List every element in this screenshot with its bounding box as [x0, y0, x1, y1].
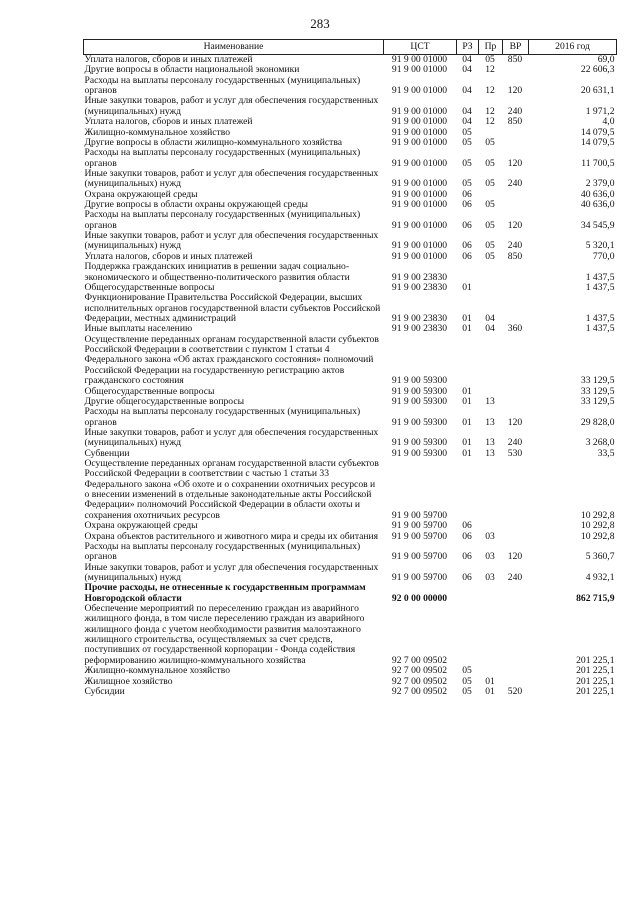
row-name: Функционирование Правительства Российской Федерации, высших исполнительных органов государственной власти субъектов Российской Федерации, местных администраций [84, 292, 381, 324]
row-cst-code: 91 9 00 01000 [391, 105, 448, 117]
row-amount: 201 225,1 [576, 675, 615, 687]
row-vr-code: 530 [507, 447, 523, 459]
row-cst-code: 91 9 00 01000 [391, 219, 448, 231]
row-name: Охрана окружающей среды [84, 520, 198, 532]
row-name: Иные выплаты населению [84, 323, 193, 335]
row-name: Осуществление переданных органам государственной власти субъектов Российской Федерации в соответствии с частью 1 статьи 33 Федерального закона «Об охоте и о сохранении охотничьих ресурсов и о внесении изменений в отдельные законодательные акты Российской Федерации» полномочий Российской Федерации в области охоты и сохранения охотничьих ресурсов [84, 458, 379, 521]
row-cst-code: 91 9 00 01000 [391, 188, 448, 200]
row-vr-code [503, 532, 529, 542]
row-vr-code: 520 [507, 685, 523, 697]
row-name: Уплата налогов, сборов и иных платежей [84, 54, 253, 65]
row-cst-code: 91 9 00 59700 [391, 551, 448, 563]
row-vr-code [503, 283, 529, 293]
row-cst-code: 91 9 00 01000 [391, 157, 448, 169]
row-rz-code [457, 604, 479, 666]
row-name: Жилищно-коммунальное хозяйство [84, 665, 231, 677]
row-cst-code: 91 9 00 59700 [391, 520, 448, 532]
row-name: Общегосударственные вопросы [84, 385, 215, 397]
row-rz-code: 04 [462, 105, 472, 117]
table-row [84, 687, 617, 697]
row-vr-code: 360 [507, 323, 523, 335]
row-name: Расходы на выплаты персоналу государственных (муниципальных) органов [84, 147, 361, 169]
row-rz-code: 01 [462, 395, 472, 407]
row-name: Другие общегосударственные вопросы [84, 395, 245, 407]
header-name: Наименование [84, 40, 384, 55]
row-pr-code: 05 [485, 157, 495, 169]
table-body [84, 55, 617, 698]
row-vr-code: 850 [507, 250, 523, 262]
row-amount: 40 636,0 [580, 199, 615, 211]
row-rz-code: 04 [462, 116, 472, 128]
row-vr-code: 240 [507, 240, 523, 252]
row-amount: 34 545,9 [580, 219, 615, 231]
row-rz-code: 01 [462, 437, 472, 449]
table-row [84, 117, 617, 127]
row-amount: 201 225,1 [576, 685, 615, 697]
row-name: Общегосударственные вопросы [84, 281, 215, 293]
table-row [84, 604, 617, 666]
table-row [84, 428, 617, 449]
row-rz-code: 05 [462, 665, 472, 677]
row-vr-code [503, 459, 529, 521]
table-row [84, 210, 617, 231]
row-rz-code: 06 [462, 571, 472, 583]
row-cst-code: 91 9 00 01000 [391, 126, 448, 138]
row-rz-code: 05 [462, 685, 472, 697]
row-name: Иные закупки товаров, работ и услуг для обеспечения государственных (муниципальных) нужд [84, 561, 379, 583]
row-cst-code: 91 9 00 01000 [391, 240, 448, 252]
row-rz-code: 04 [462, 54, 472, 65]
row-name: Субсидии [84, 685, 125, 697]
row-vr-code: 240 [507, 571, 523, 583]
row-vr-code: 120 [507, 219, 523, 231]
row-amount: 40 636,0 [580, 188, 615, 200]
row-pr-code: 05 [485, 178, 495, 190]
row-cst-code: 92 7 00 09502 [391, 685, 448, 697]
row-name: Иные закупки товаров, работ и услуг для обеспечения государственных (муниципальных) нужд [84, 230, 379, 252]
row-vr-code [503, 335, 529, 387]
row-pr-code: 03 [485, 551, 495, 563]
row-vr-code: 120 [507, 85, 523, 97]
table-row [84, 563, 617, 584]
row-amount: 5 360,7 [585, 551, 615, 563]
row-name: Расходы на выплаты персоналу государственных (муниципальных) органов [84, 406, 361, 428]
row-name: Осуществление переданных органам государственной власти субъектов Российской Федерации в соответствии с пунктом 1 статьи 4 Федерального закона «Об актах гражданского состояния» полномочий Российской Федерации на государственную регистрацию актов гражданского состояния [84, 333, 379, 387]
page-number: 283 [310, 16, 330, 31]
row-amount: 4,0 [602, 116, 615, 128]
row-rz-code: 01 [462, 447, 472, 459]
row-amount: 20 631,1 [580, 85, 615, 97]
table-row [84, 335, 617, 387]
row-vr-code: 850 [507, 116, 523, 128]
row-cst-code: 91 9 00 01000 [391, 136, 448, 148]
row-cst-code: 91 9 00 01000 [391, 199, 448, 211]
header-pr: Пр [479, 40, 503, 55]
table-row [84, 76, 617, 97]
row-pr-code [479, 604, 503, 666]
row-amount: 201 225,1 [576, 654, 615, 666]
row-cst-code: 91 9 00 59300 [391, 447, 448, 459]
row-amount: 14 079,5 [580, 126, 615, 138]
row-pr-code: 05 [485, 54, 495, 65]
row-amount: 4 932,1 [585, 571, 615, 583]
row-name: Уплата налогов, сборов и иных платежей [84, 116, 253, 128]
row-pr-code: 12 [485, 64, 495, 76]
row-cst-code: 91 9 00 59300 [391, 437, 448, 449]
budget-table [83, 39, 617, 697]
row-pr-code [479, 666, 503, 676]
table-row [84, 148, 617, 169]
row-vr-code [503, 138, 529, 148]
table-row [84, 666, 617, 676]
row-rz-code: 06 [462, 530, 472, 542]
row-cst-code: 91 9 00 59300 [391, 375, 448, 387]
row-rz-code: 05 [462, 136, 472, 148]
row-vr-code [503, 190, 529, 200]
row-rz-code: 01 [462, 416, 472, 428]
row-pr-code: 05 [485, 240, 495, 252]
row-vr-code: 850 [507, 54, 523, 65]
row-name: Другие вопросы в области охраны окружающей среды [84, 199, 308, 211]
row-amount: 11 700,5 [581, 157, 615, 169]
row-cst-code: 91 9 00 59700 [391, 509, 448, 521]
row-rz-code [457, 583, 479, 604]
row-rz-code [457, 459, 479, 521]
row-vr-code: 120 [507, 416, 523, 428]
table-row [84, 96, 617, 117]
table-row [84, 583, 617, 604]
row-pr-code: 13 [485, 447, 495, 459]
row-rz-code: 05 [462, 157, 472, 169]
row-cst-code: 91 9 00 01000 [391, 116, 448, 128]
row-pr-code [479, 335, 503, 387]
row-name: Расходы на выплаты персоналу государственных (муниципальных) органов [84, 209, 361, 231]
row-pr-code [479, 459, 503, 521]
row-amount: 10 292,8 [580, 520, 615, 532]
row-rz-code: 06 [462, 240, 472, 252]
row-pr-code: 03 [485, 571, 495, 583]
row-vr-code [503, 262, 529, 283]
row-rz-code: 04 [462, 85, 472, 97]
row-pr-code [479, 283, 503, 293]
table-row [84, 459, 617, 521]
row-cst-code: 91 9 00 59300 [391, 385, 448, 397]
row-cst-code: 91 9 00 01000 [391, 54, 448, 65]
row-amount: 10 292,8 [580, 530, 615, 542]
row-pr-code: 03 [485, 530, 495, 542]
table-row [84, 407, 617, 428]
table-header [84, 40, 617, 55]
row-amount: 33 129,5 [580, 395, 615, 407]
row-vr-code: 240 [507, 178, 523, 190]
table-row [84, 262, 617, 283]
row-pr-code [479, 583, 503, 604]
row-amount: 33 129,5 [580, 385, 615, 397]
row-name: Прочие расходы, не отнесенные к государственным программам Новгородской области [84, 582, 366, 604]
row-name: Обеспечение мероприятий по переселению граждан из аварийного жилищного фонда, в том числе переселению граждан из аварийного жилищного фонда с учетом необходимости развития малоэтажного жилищного строительства, осуществляемых за счет средств, поступивших от государственной корпорации - Фонда содействия реформированию жилищно-коммунального хозяйства [84, 603, 365, 666]
row-cst-code: 91 9 00 23830 [391, 281, 448, 293]
row-name: Иные закупки товаров, работ и услуг для обеспечения государственных (муниципальных) нужд [84, 426, 379, 449]
row-cst-code: 91 9 00 01000 [391, 85, 448, 97]
header-vr: ВР [503, 40, 529, 55]
row-vr-code [503, 387, 529, 397]
row-cst-code: 91 9 00 23830 [391, 312, 448, 324]
header-amount: 2016 год [529, 40, 617, 55]
table-row [84, 293, 617, 324]
row-pr-code [479, 521, 503, 531]
row-cst-code: 92 7 00 09502 [391, 675, 448, 687]
row-amount: 1 437,5 [585, 271, 615, 283]
row-amount: 201 225,1 [576, 665, 615, 677]
table-row [84, 169, 617, 190]
row-rz-code: 01 [462, 312, 472, 324]
row-name: Другие вопросы в области жилищно-коммунального хозяйства [84, 136, 343, 148]
row-cst-code: 91 9 00 59700 [391, 571, 448, 583]
row-name: Жилищно-коммунальное хозяйство [84, 126, 231, 138]
row-cst-code: 92 7 00 09502 [391, 654, 448, 666]
row-pr-code: 04 [485, 312, 495, 324]
row-pr-code: 12 [485, 105, 495, 117]
row-cst-code: 91 9 00 59700 [391, 530, 448, 542]
row-vr-code [503, 397, 529, 407]
row-cst-code: 91 9 00 01000 [391, 64, 448, 76]
row-rz-code: 04 [462, 64, 472, 76]
row-amount: 770,0 [592, 250, 615, 262]
row-rz-code [457, 335, 479, 387]
row-amount: 29 828,0 [580, 416, 615, 428]
header-rz: РЗ [457, 40, 479, 55]
row-amount: 1 971,2 [585, 105, 615, 117]
row-pr-code: 01 [485, 685, 495, 697]
row-amount: 1 437,5 [585, 323, 615, 335]
row-name: Поддержка гражданских инициатив в решении задач социально-экономического и общественно-политического развития области [84, 261, 350, 283]
row-rz-code [457, 262, 479, 283]
row-amount: 33,5 [597, 447, 615, 459]
row-pr-code: 12 [485, 116, 495, 128]
row-rz-code: 05 [462, 126, 472, 138]
row-rz-code: 06 [462, 219, 472, 231]
row-pr-code: 05 [485, 250, 495, 262]
row-vr-code [503, 666, 529, 676]
row-vr-code: 240 [507, 105, 523, 117]
row-rz-code: 06 [462, 199, 472, 211]
row-amount: 1 437,5 [585, 312, 615, 324]
table-row [84, 231, 617, 252]
row-cst-code: 91 9 00 23830 [391, 323, 448, 335]
row-vr-code [503, 521, 529, 531]
row-pr-code: 04 [485, 323, 495, 335]
row-cst-code: 91 9 00 59300 [391, 416, 448, 428]
row-cst-code: 92 7 00 09502 [391, 665, 448, 677]
table-row [84, 542, 617, 563]
row-cst-code: 91 9 00 59300 [391, 395, 448, 407]
row-pr-code: 12 [485, 85, 495, 97]
row-pr-code: 13 [485, 416, 495, 428]
row-cst-code: 91 9 00 01000 [391, 178, 448, 190]
row-cst-code: 92 0 00 00000 [391, 592, 448, 604]
row-name: Субвенции [84, 447, 130, 459]
row-amount: 2 379,0 [585, 178, 615, 190]
row-vr-code [503, 604, 529, 666]
row-amount: 22 606,3 [580, 64, 615, 76]
row-pr-code: 05 [485, 199, 495, 211]
row-name: Другие вопросы в области национальной экономики [84, 64, 300, 76]
table-row [84, 677, 617, 687]
row-cst-code: 91 9 00 23830 [391, 271, 448, 283]
row-name: Жилищное хозяйство [84, 675, 173, 687]
row-name: Уплата налогов, сборов и иных платежей [84, 250, 253, 262]
row-vr-code [503, 200, 529, 210]
row-amount: 5 320,1 [585, 240, 615, 252]
row-rz-code: 06 [462, 188, 472, 200]
row-pr-code: 05 [485, 136, 495, 148]
row-vr-code: 120 [507, 157, 523, 169]
row-name: Расходы на выплаты персоналу государственных (муниципальных) органов [84, 74, 361, 97]
row-amount: 862 715,9 [576, 592, 615, 604]
row-vr-code: 240 [507, 437, 523, 449]
row-cst-code: 91 9 00 01000 [391, 250, 448, 262]
row-pr-code: 05 [485, 219, 495, 231]
row-amount: 1 437,5 [585, 281, 615, 293]
row-rz-code: 01 [462, 385, 472, 397]
row-amount: 3 268,0 [585, 437, 615, 449]
row-pr-code: 01 [485, 675, 495, 687]
row-amount: 10 292,8 [580, 509, 615, 521]
row-vr-code [503, 583, 529, 604]
row-amount: 69,0 [597, 54, 615, 65]
row-vr-code: 120 [507, 551, 523, 563]
row-name: Охрана объектов растительного и животного мира и среды их обитания [84, 530, 379, 542]
row-amount: 33 129,5 [580, 375, 615, 387]
row-rz-code: 06 [462, 520, 472, 532]
row-name: Расходы на выплаты персоналу государственных (муниципальных) органов [84, 540, 361, 563]
row-vr-code [503, 128, 529, 138]
row-rz-code: 05 [462, 178, 472, 190]
row-rz-code: 06 [462, 250, 472, 262]
row-pr-code [479, 262, 503, 283]
row-rz-code: 06 [462, 551, 472, 563]
row-name: Охрана окружающей среды [84, 188, 198, 200]
row-rz-code: 05 [462, 675, 472, 687]
row-vr-code [503, 293, 529, 324]
row-name: Иные закупки товаров, работ и услуг для обеспечения государственных (муниципальных) нужд [84, 167, 379, 190]
row-rz-code: 01 [462, 323, 472, 335]
header-cst: ЦСТ [384, 40, 457, 55]
row-vr-code [503, 65, 529, 75]
row-pr-code: 13 [485, 437, 495, 449]
row-pr-code: 13 [485, 395, 495, 407]
row-name: Иные закупки товаров, работ и услуг для обеспечения государственных (муниципальных) нужд [84, 95, 379, 117]
row-amount: 14 079,5 [580, 136, 615, 148]
table-row [84, 521, 617, 531]
row-rz-code: 01 [462, 281, 472, 293]
